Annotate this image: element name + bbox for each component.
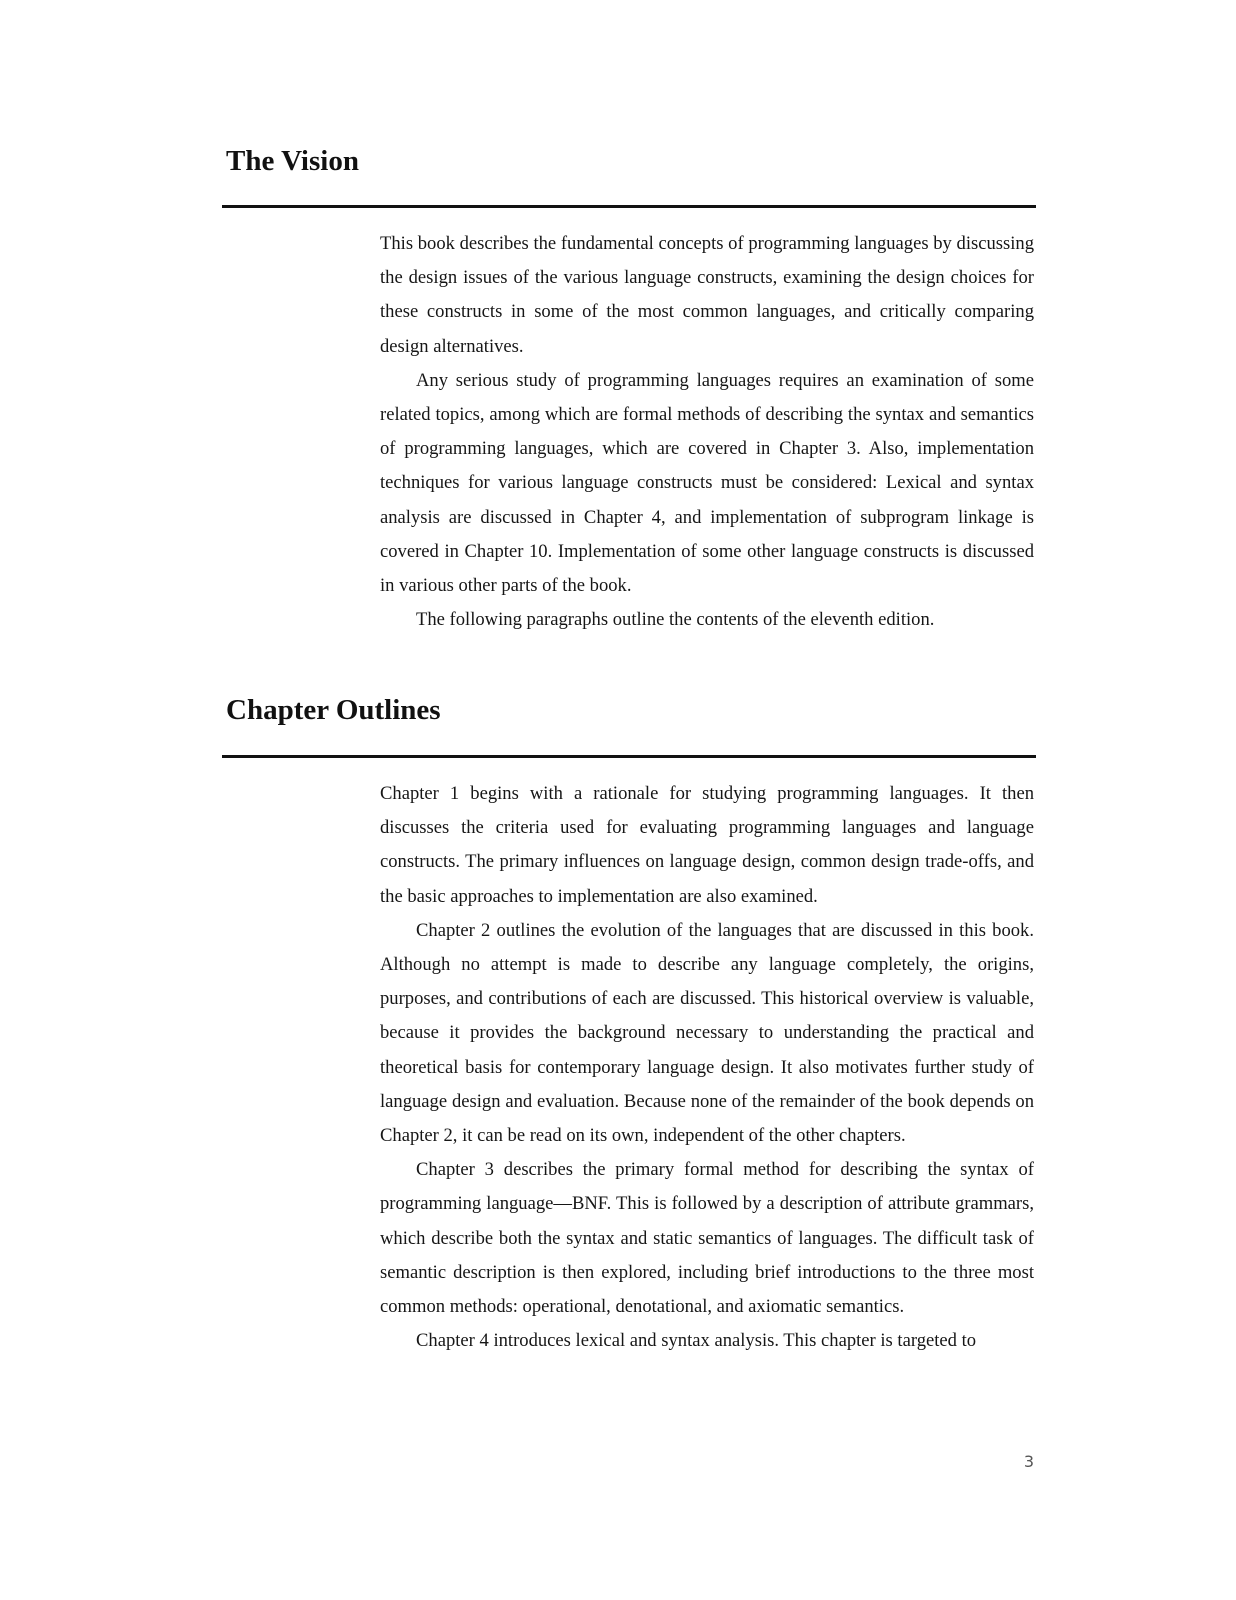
body-paragraph: Chapter 4 introduces lexical and syntax analysis. This chapter is targeted to	[416, 1330, 977, 1352]
section-body-chapter-outlines	[380, 777, 1034, 1358]
body-paragraph: The following paragraphs outline the contents of the eleventh edition.	[416, 609, 935, 631]
section-divider	[222, 755, 1036, 758]
section-heading-chapter-outlines: Chapter Outlines	[226, 694, 441, 726]
page-number: 3	[1023, 1452, 1034, 1471]
body-paragraph: Any serious study of programming languages requires an examination of some related topics, among which are formal methods of describing the syntax and semantics of programming languages, which are covered in Chapter 3. Also, implementation techniques for various language constructs must be considered: Lexical and syntax analysis are discussed in Chapter 4, and implementation of subprogram linkage is covered in Chapter 10. Implementation of some other language constructs is discussed in various other parts of the book.	[380, 369, 1034, 597]
body-paragraph: This book describes the fundamental concepts of programming languages by discussing the design issues of the various language constructs, examining the design choices for these constructs in some of the most common languages, and critically comparing design alternatives.	[380, 233, 1034, 357]
body-paragraph: Chapter 2 outlines the evolution of the languages that are discussed in this book. Although no attempt is made to describe any language completely, the origins, purposes, and contributions of each are discussed. This historical overview is valuable, because it provides the background necessary to understanding the practical and theoretical basis for contemporary language design. It also motivates further study of language design and evaluation. Because none of the remainder of the book depends on Chapter 2, it can be read on its own, independent of the other chapters.	[380, 919, 1034, 1147]
section-divider	[222, 205, 1036, 208]
body-paragraph: Chapter 1 begins with a rationale for studying programming languages. It then discusses the criteria used for evaluating programming languages and language constructs. The primary influences on language design, common design trade-offs, and the basic approaches to implementation are also examined.	[380, 783, 1034, 907]
section-body-the-vision	[380, 227, 1034, 637]
section-heading-the-vision: The Vision	[226, 145, 359, 177]
body-paragraph: Chapter 3 describes the primary formal method for describing the syntax of programming language—BNF. This is followed by a description of attribute grammars, which describe both the syntax and static semantics of languages. The difficult task of semantic description is then explored, including brief introductions to the three most common methods: operational, denotational, and axiomatic semantics.	[380, 1159, 1034, 1318]
